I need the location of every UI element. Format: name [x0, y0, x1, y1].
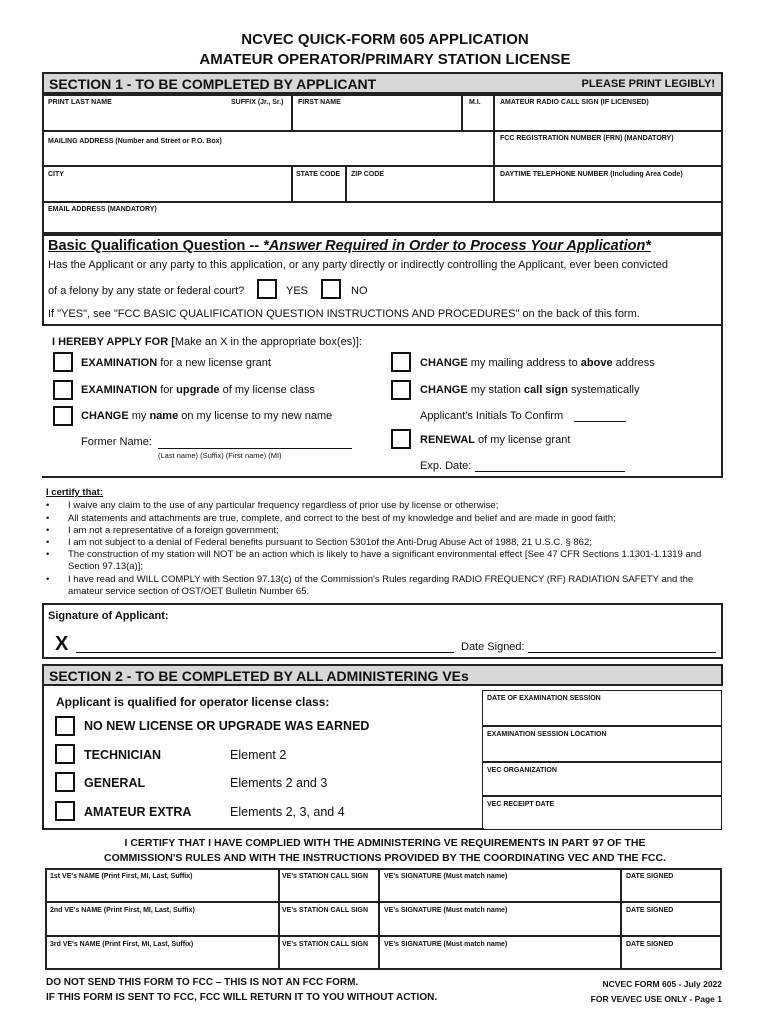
ve-certify-line1: I CERTIFY THAT I HAVE COMPLIED WITH THE ADMINISTERING VE REQUIREMENTS IN PART 97 OF THE	[124, 837, 646, 849]
ve3-signature-label: VE's SIGNATURE (Must match name)	[384, 941, 508, 948]
ve2-date-field[interactable]	[621, 902, 722, 936]
certify-heading: I certify that:	[46, 487, 104, 498]
ve2-signature-label: VE's SIGNATURE (Must match name)	[384, 907, 508, 914]
bullet-glyph: •	[46, 525, 50, 536]
initials-label: Applicant's Initials To Confirm	[420, 410, 564, 422]
last-name-field[interactable]	[42, 94, 292, 131]
footer-warning-1: DO NOT SEND THIS FORM TO FCC – THIS IS NOT AN FCC FORM.	[46, 977, 359, 988]
exam-upgrade-label: EXAMINATION for upgrade of my license class	[81, 384, 315, 396]
certify-item-1: I waive any claim to the use of any particular frequency regardless of prior use by license or otherwise;	[68, 500, 499, 511]
footer-warning-2: IF THIS FORM IS SENT TO FCC, FCC WILL RETURN IT TO YOU WITHOUT ACTION.	[46, 992, 438, 1003]
extra-elements: Elements 2, 3, and 4	[230, 805, 345, 819]
change-callsign-label: CHANGE my station call sign systematically	[420, 384, 640, 396]
certify-item-2: All statements and attachments are true, complete, and correct to the best of my knowledge and belief and are made in good faith;	[68, 513, 616, 524]
zip-code-label: ZIP CODE	[351, 171, 384, 178]
ve2-signature-field[interactable]	[379, 902, 621, 936]
change-address-label: CHANGE my mailing address to above address	[420, 357, 655, 369]
form-title: NCVEC QUICK-FORM 605 APPLICATION	[241, 31, 529, 48]
former-name-label: Former Name:	[81, 436, 152, 448]
exam-date-field[interactable]	[482, 690, 722, 726]
last-name-label: PRINT LAST NAME	[48, 99, 112, 106]
form-subtitle: AMATEUR OPERATOR/PRIMARY STATION LICENSE	[199, 51, 571, 68]
technician-label: TECHNICIAN	[84, 748, 162, 762]
suffix-label: SUFFIX (Jr., Sr.)	[231, 99, 284, 106]
former-name-input[interactable]	[158, 434, 352, 449]
no-upgrade-checkbox[interactable]	[55, 716, 75, 736]
felony-yes-label: YES	[286, 285, 309, 297]
mailing-address-field[interactable]	[42, 131, 494, 166]
ve2-name-field[interactable]	[45, 902, 279, 936]
qualification-instructions: If "YES", see "FCC BASIC QUALIFICATION QUESTION INSTRUCTIONS AND PROCEDURES" on the back of this form.	[48, 308, 640, 320]
footer-page: FOR VE/VEC USE ONLY - Page 1	[590, 994, 722, 1004]
qualification-heading-plain: Basic Qualification Question --	[48, 238, 264, 254]
vec-organization-label: VEC ORGANIZATION	[487, 767, 557, 774]
call-sign-label: AMATEUR RADIO CALL SIGN (IF LICENSED)	[500, 99, 649, 106]
certify-item-5: The construction of my station will NOT be an action which is likely to have a significant environmental effect [See 47 CFR Sections 1.1301-1.1319 and Section 97.13(a)];	[68, 549, 702, 572]
extra-checkbox[interactable]	[55, 801, 75, 821]
applicant-date-signed-input[interactable]	[528, 637, 716, 653]
phone-label: DAYTIME TELEPHONE NUMBER (Including Area Code)	[500, 171, 683, 178]
qualification-heading-italic: *Answer Required in Order to Process Your Application*	[263, 238, 651, 254]
zip-code-field[interactable]	[346, 166, 494, 202]
frn-label: FCC REGISTRATION NUMBER (FRN) (MANDATORY)	[500, 135, 674, 142]
ve1-signature-label: VE's SIGNATURE (Must match name)	[384, 873, 508, 880]
no-upgrade-label: NO NEW LICENSE OR UPGRADE WAS EARNED	[84, 719, 370, 733]
renewal-checkbox[interactable]	[391, 429, 411, 449]
ve2-name-label: 2nd VE's NAME (Print First, MI, Last, Suffix)	[50, 907, 195, 914]
mailing-address-label: MAILING ADDRESS (Number and Street or P.O. Box)	[48, 138, 222, 145]
vec-organization-field[interactable]	[482, 762, 722, 796]
former-name-sublabel: (Last name) (Suffix) (First name) (MI)	[158, 451, 282, 460]
exam-new-label: EXAMINATION for a new license grant	[81, 357, 271, 369]
frn-field[interactable]	[494, 131, 723, 166]
section2-heading-bar	[42, 664, 723, 686]
signature-input[interactable]	[76, 637, 454, 653]
ve2-call-label: VE's STATION CALL SIGN	[282, 907, 369, 914]
ve1-signature-field[interactable]	[379, 868, 621, 902]
ve1-date-field[interactable]	[621, 868, 722, 902]
ve1-name-label: 1st VE's NAME (Print First, MI, Last, Suffix)	[50, 873, 193, 880]
felony-no-checkbox[interactable]	[321, 279, 341, 299]
apply-heading-bold: I HEREBY APPLY FOR [	[52, 336, 175, 348]
bullet-glyph: •	[46, 537, 50, 548]
exp-date-input[interactable]	[475, 458, 625, 472]
vec-receipt-label: VEC RECEIPT DATE	[487, 801, 555, 808]
ve1-name-field[interactable]	[45, 868, 279, 902]
vec-receipt-field[interactable]	[482, 796, 722, 830]
qualified-label: Applicant is qualified for operator license class:	[56, 695, 330, 709]
phone-field[interactable]	[494, 166, 723, 202]
section1-heading-bar	[42, 72, 723, 94]
footer-form-id: NCVEC FORM 605 - July 2022	[602, 979, 722, 989]
technician-checkbox[interactable]	[55, 744, 75, 764]
bullet-glyph: •	[46, 574, 50, 585]
general-label: GENERAL	[84, 776, 146, 790]
certify-item-3: I am not a representative of a foreign government;	[68, 525, 279, 536]
ve1-call-field[interactable]	[279, 868, 379, 902]
print-legibly-note: PLEASE PRINT LEGIBLY!	[581, 78, 715, 90]
mi-label: M.I.	[469, 99, 481, 106]
exam-upgrade-checkbox[interactable]	[53, 380, 73, 400]
felony-no-label: NO	[351, 285, 368, 297]
ve2-date-label: DATE SIGNED	[626, 907, 674, 914]
city-field[interactable]	[42, 166, 292, 202]
first-name-field[interactable]	[292, 94, 462, 131]
mi-field[interactable]	[462, 94, 494, 131]
ve-certify-line2: COMMISSION'S RULES AND WITH THE INSTRUCTIONS PROVIDED BY THE COORDINATING VEC AND THE FCC.	[104, 852, 666, 864]
change-name-checkbox[interactable]	[53, 406, 73, 426]
general-checkbox[interactable]	[55, 772, 75, 792]
date-signed-label: Date Signed:	[461, 641, 525, 653]
bullet-glyph: •	[46, 500, 50, 511]
apply-heading-rest: Make an X in the appropriate box(es)]:	[174, 336, 362, 348]
exp-date-label: Exp. Date:	[420, 460, 472, 472]
state-code-field[interactable]	[292, 166, 346, 202]
apply-box	[42, 326, 723, 478]
section1-heading: SECTION 1 - TO BE COMPLETED BY APPLICANT	[49, 76, 377, 92]
change-name-label: CHANGE my name on my license to my new name	[81, 410, 333, 422]
ve3-date-field[interactable]	[621, 936, 722, 970]
signature-x-mark: X	[55, 633, 69, 655]
ve2-call-field[interactable]	[279, 902, 379, 936]
change-callsign-checkbox[interactable]	[391, 380, 411, 400]
ve3-name-label: 3rd VE's NAME (Print First, MI, Last, Suffix)	[50, 941, 194, 948]
ve3-call-label: VE's STATION CALL SIGN	[282, 941, 369, 948]
exam-new-checkbox[interactable]	[53, 352, 73, 372]
exam-location-label: EXAMINATION SESSION LOCATION	[487, 731, 607, 738]
first-name-label: FIRST NAME	[298, 99, 341, 106]
technician-elements: Element 2	[230, 748, 287, 762]
ve1-call-label: VE's STATION CALL SIGN	[282, 873, 369, 880]
call-sign-field[interactable]	[494, 94, 723, 131]
change-address-checkbox[interactable]	[391, 352, 411, 372]
general-elements: Elements 2 and 3	[230, 776, 328, 790]
section2-heading: SECTION 2 - TO BE COMPLETED BY ALL ADMINISTERING VEs	[49, 668, 469, 684]
ve3-signature-field[interactable]	[379, 936, 621, 970]
initials-input[interactable]	[574, 408, 626, 422]
ve3-name-field[interactable]	[45, 936, 279, 970]
felony-yes-checkbox[interactable]	[257, 279, 277, 299]
email-field[interactable]	[42, 202, 723, 234]
bullet-glyph: •	[46, 513, 50, 524]
renewal-label: RENEWAL of my license grant	[420, 434, 571, 446]
exam-location-field[interactable]	[482, 726, 722, 762]
exam-date-label: DATE OF EXAMINATION SESSION	[487, 695, 601, 702]
bullet-glyph: •	[46, 549, 50, 560]
apply-heading	[52, 336, 362, 348]
email-label: EMAIL ADDRESS (MANDATORY)	[48, 206, 157, 213]
ve3-date-label: DATE SIGNED	[626, 941, 674, 948]
ve3-call-field[interactable]	[279, 936, 379, 970]
certify-item-6: I have read and WILL COMPLY with Section 97.13(c) of the Commission's Rules regarding RADIO FREQUENCY (RF) RADIATION SAFETY and the amateur service section of OST/OET Bulletin Number 65.	[68, 574, 694, 597]
ve1-date-label: DATE SIGNED	[626, 873, 674, 880]
extra-label: AMATEUR EXTRA	[84, 805, 192, 819]
qualification-heading	[48, 238, 651, 254]
qualification-question-line1: Has the Applicant or any party to this application, or any party directly or indirectly controlling the Applicant, ever been convicted	[48, 259, 669, 271]
city-label: CITY	[48, 171, 64, 178]
state-code-label: STATE CODE	[296, 171, 341, 178]
certify-item-4: I am not subject to a denial of Federal benefits pursuant to Section 5301of the Anti-Drug Abuse Act of 1988, 21 U.S.C. § 862;	[68, 537, 592, 548]
qualification-question-line2: of a felony by any state or federal court?	[48, 285, 245, 297]
signature-label: Signature of Applicant:	[48, 610, 169, 622]
